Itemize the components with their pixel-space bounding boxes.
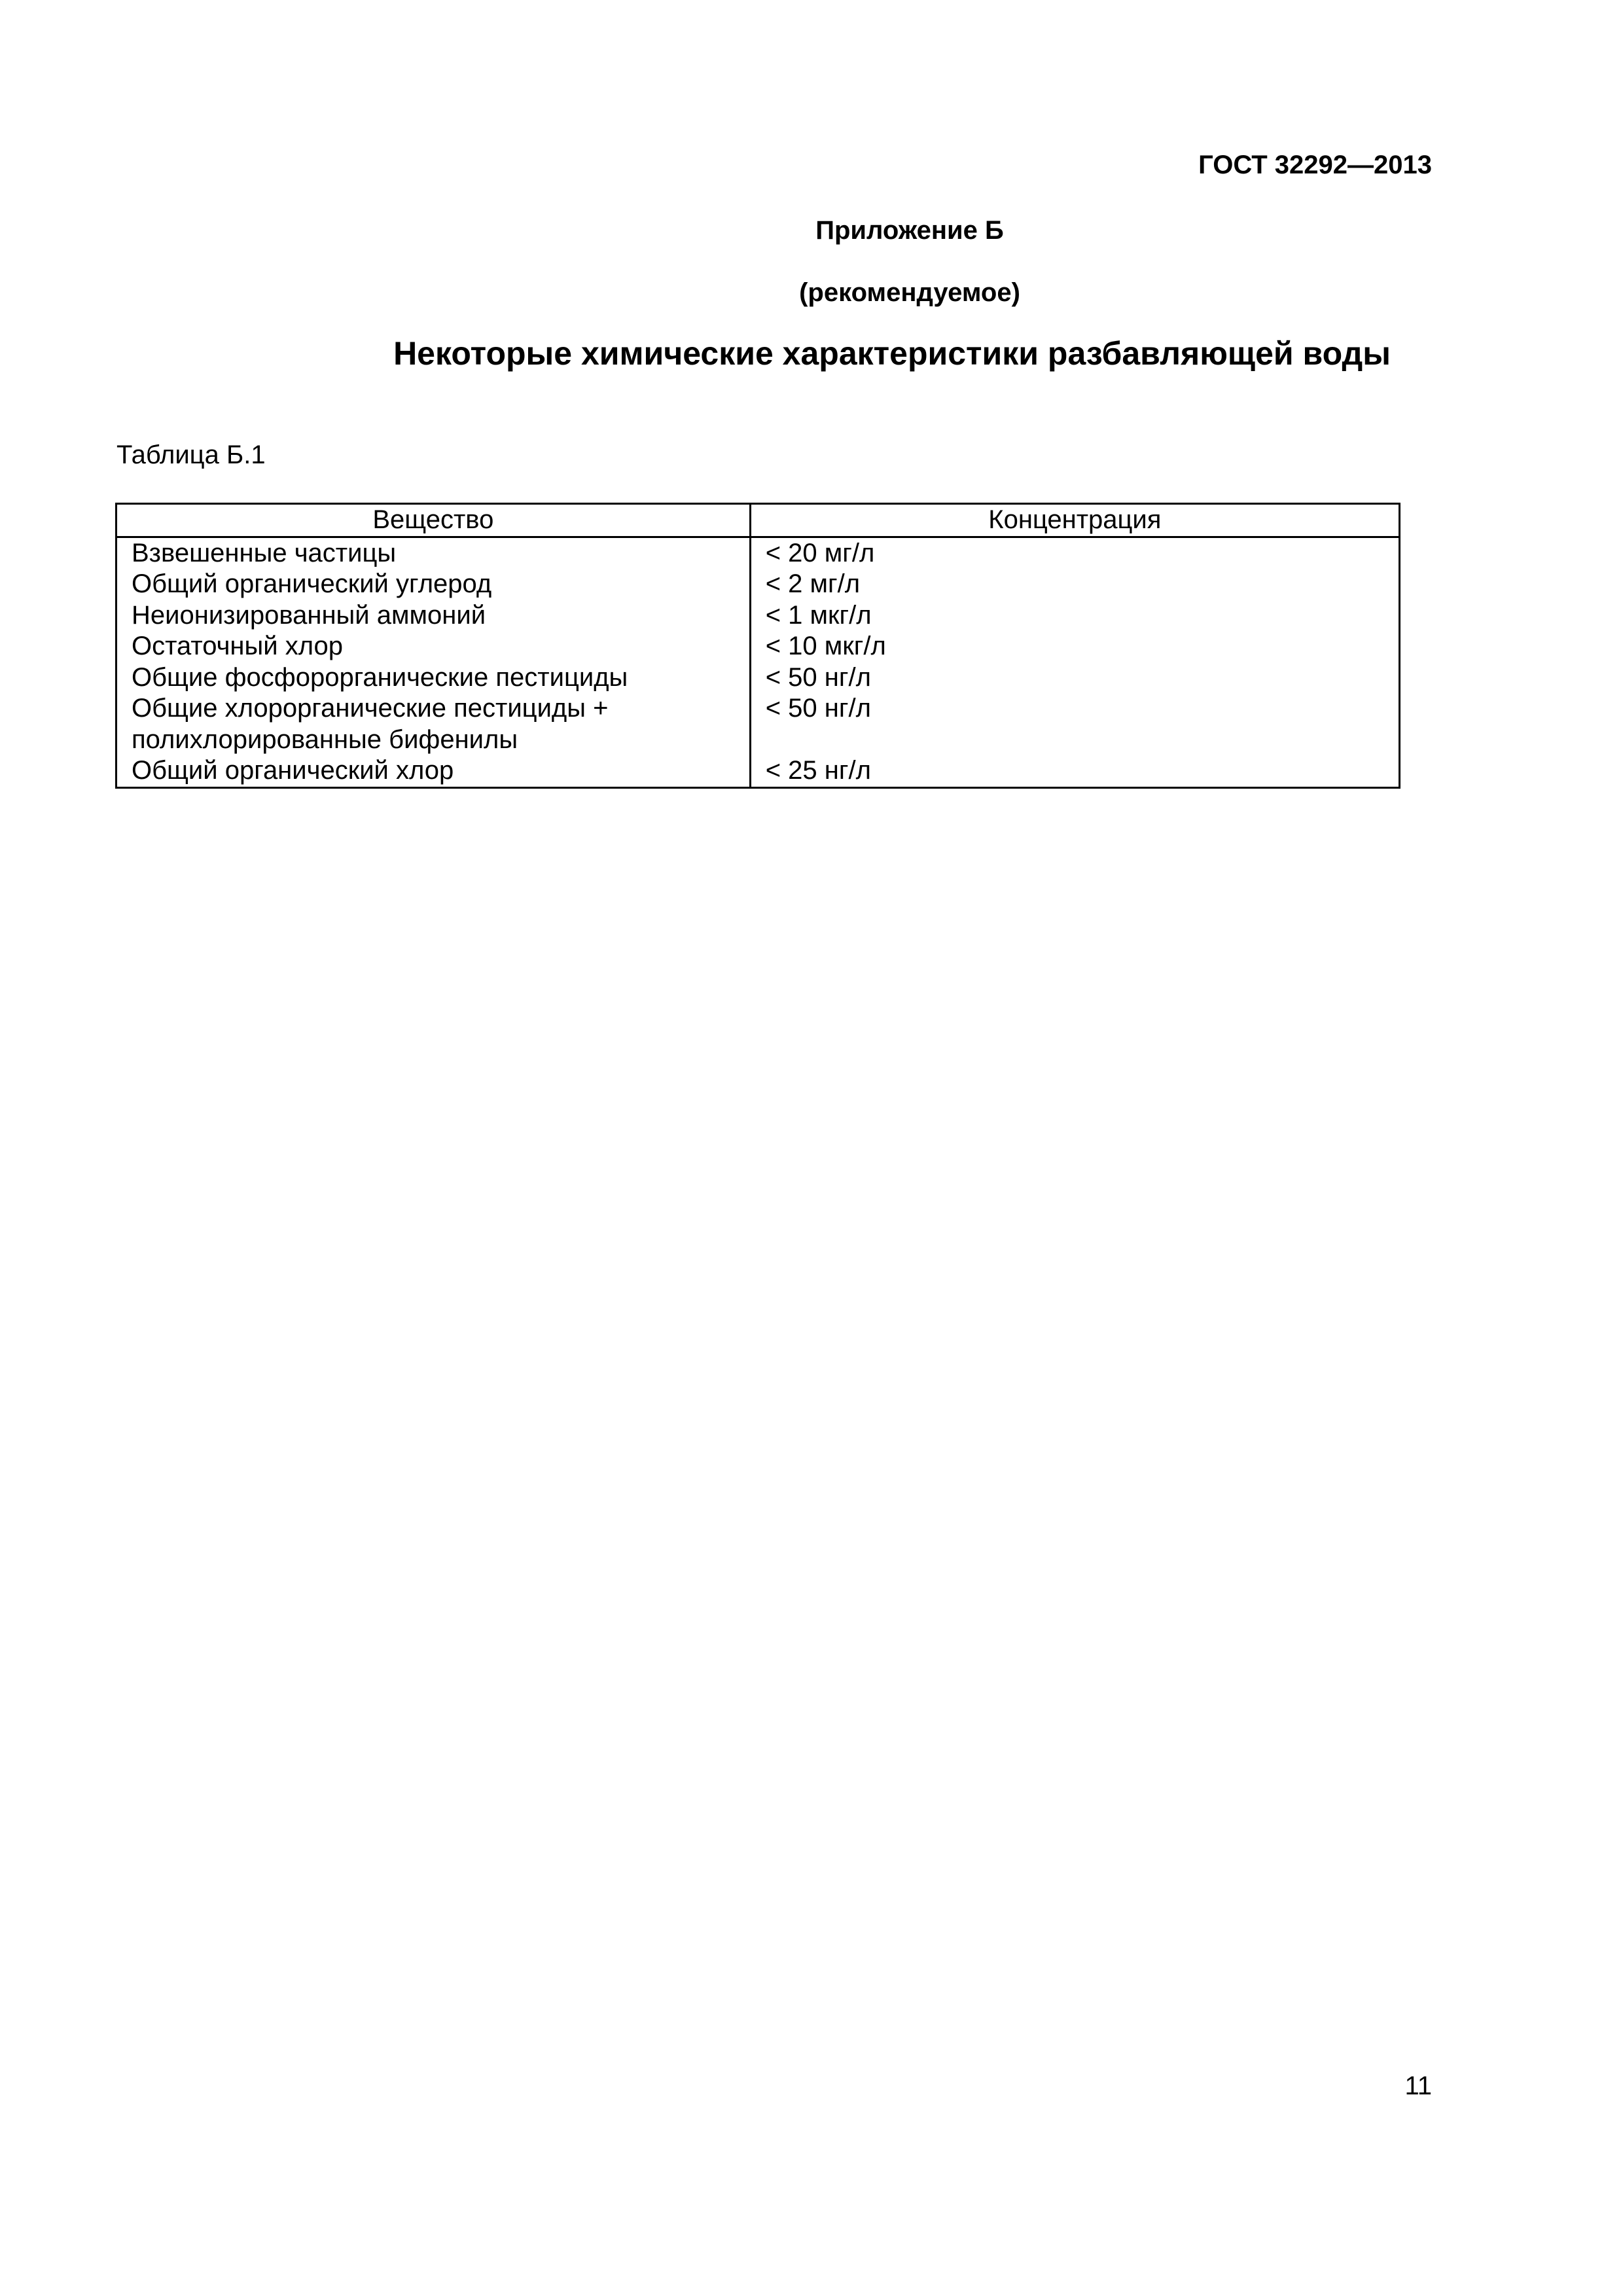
table-row <box>116 662 1400 694</box>
annex-status: (рекомендуемое) <box>799 278 1020 307</box>
annex-heading: Некоторые химические характеристики разбавляющей воды <box>393 335 1391 372</box>
table-row <box>116 631 1400 662</box>
substance-name: Общие фосфорорганические пестициды <box>132 662 628 692</box>
concentration-value: < 2 мг/л <box>765 569 861 598</box>
substance-name: Остаточный хлор <box>132 632 344 660</box>
substance-name: Общие хлорорганические пестициды + <box>132 694 609 723</box>
concentration-value: < 50 нг/л <box>765 662 871 692</box>
substance-cell <box>116 569 751 600</box>
table-row <box>116 537 1400 569</box>
concentration-cell <box>750 631 1399 662</box>
substance-cell <box>116 755 751 787</box>
concentration-value: < 50 нг/л <box>765 694 871 723</box>
table-row <box>116 569 1400 600</box>
concentration-cell <box>750 537 1399 569</box>
header-concentration: Концентрация <box>750 504 1399 537</box>
concentration-cell <box>750 755 1399 787</box>
page-number: 11 <box>1404 2072 1432 2100</box>
concentration-cell <box>750 569 1399 600</box>
substance-name: Взвешенные частицы <box>132 538 397 567</box>
substance-cell <box>116 662 751 694</box>
annex-title: Приложение Б <box>815 216 1004 245</box>
table-row <box>116 693 1400 755</box>
table-row <box>116 755 1400 787</box>
header-substance: Вещество <box>116 504 751 537</box>
substance-cell <box>116 600 751 632</box>
concentration-cell <box>750 662 1399 694</box>
substance-cell <box>116 631 751 662</box>
substance-name: Общий органический углерод <box>132 569 492 598</box>
table-header-row <box>116 504 1400 537</box>
substance-name: Неионизированный аммоний <box>132 600 486 630</box>
substance-cell <box>116 537 751 569</box>
table-caption: Таблица Б.1 <box>116 440 266 469</box>
concentration-value: < 10 мкг/л <box>765 632 886 660</box>
substance-cell <box>116 693 751 755</box>
substance-name: Общий органический хлор <box>132 756 454 785</box>
concentration-value: < 1 мкг/л <box>765 600 872 630</box>
table-row <box>116 600 1400 632</box>
concentration-value: < 25 нг/л <box>765 756 871 785</box>
document-code: ГОСТ 32292—2013 <box>1198 151 1432 179</box>
concentration-cell <box>750 693 1399 755</box>
chemical-characteristics-table <box>115 503 1400 789</box>
concentration-value: < 20 мг/л <box>765 538 875 567</box>
substance-name-continued: полихлорированные бифенилы <box>132 725 518 754</box>
concentration-cell <box>750 600 1399 632</box>
